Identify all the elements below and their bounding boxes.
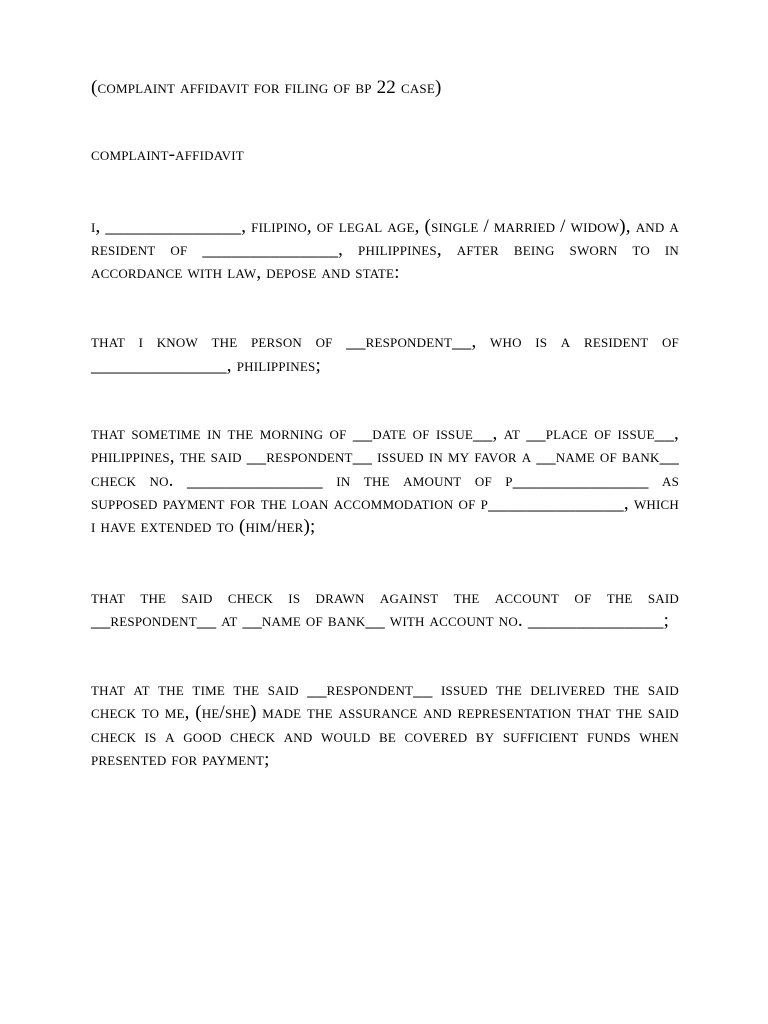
- document-heading: complaint-affidavit: [91, 144, 244, 166]
- paragraph-assurance: that at the time the said __respondent__ issued the delivered the said check to me, (he/she) made the assurance and representation that the said check is a good check and would be covered by sufficient funds when presented for payment;: [91, 679, 679, 771]
- paragraph-check-issuance: that sometime in the morning of __date of issue__, at __place of issue__, philippines, the said __respondent__ issued in my favor a __name of bank__ check no. ______________ in the amount of p______________ as supposed payment for the loan accommodation of p______________, which i have extended to (him/her);: [91, 423, 679, 538]
- document-title: (complaint affidavit for filing of bp 22 case): [91, 77, 442, 98]
- document-page: [91, 76, 679, 771]
- paragraph-check-account: that the said check is drawn against the account of the said __respondent__ at __name of bank__ with account no. ______________;: [91, 586, 679, 631]
- paragraph-affiant-intro: i, ______________, filipino, of legal age, (single / married / widow), and a resident of ______________, philippines, after being sworn to in accordance with law, depose and state:: [91, 215, 679, 284]
- paragraph-respondent-identity: that i know the person of __respondent__, who is a resident of ______________, philippines;: [91, 331, 679, 376]
